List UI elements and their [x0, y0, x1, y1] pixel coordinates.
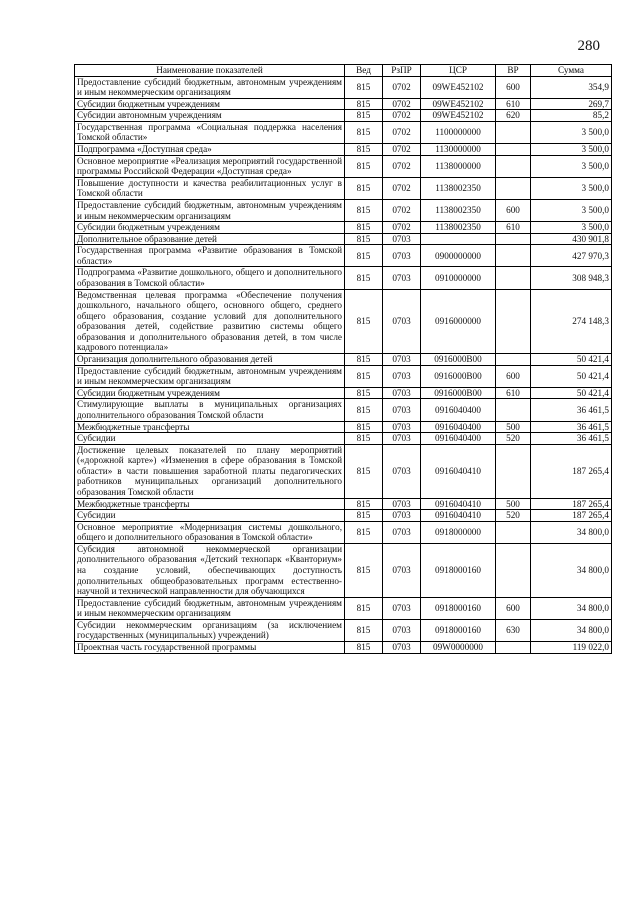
table-row: [75, 267, 612, 289]
row-name: Субсидии бюджетным учреждениям: [75, 222, 345, 234]
table-row: [75, 98, 612, 110]
row-vr: [496, 245, 531, 267]
row-sum: 34 800,0: [531, 543, 612, 597]
row-name: Субсидии: [75, 433, 345, 445]
row-csr: 0916040410: [421, 444, 496, 498]
row-name: Предоставление субсидий бюджетным, автономным учреждениям и иным некоммерческим организациям: [75, 76, 345, 98]
row-vr: [496, 289, 531, 353]
row-csr: 0916040410: [421, 510, 496, 522]
table-row: [75, 245, 612, 267]
row-name: Субсидии автономным учреждениям: [75, 110, 345, 122]
row-ved: 815: [345, 521, 383, 543]
row-rzpr: 0703: [383, 267, 421, 289]
row-ved: 815: [345, 421, 383, 433]
row-vr: 600: [496, 76, 531, 98]
page-number: 280: [577, 38, 600, 54]
row-rzpr: 0702: [383, 177, 421, 199]
row-vr: 600: [496, 597, 531, 619]
table-row: [75, 543, 612, 597]
table-row: [75, 498, 612, 510]
row-vr: 600: [496, 199, 531, 221]
row-csr: 0918000160: [421, 543, 496, 597]
row-csr: 0916040400: [421, 399, 496, 421]
row-rzpr: 0703: [383, 289, 421, 353]
row-sum: 34 800,0: [531, 597, 612, 619]
table-row: [75, 433, 612, 445]
table-row: [75, 121, 612, 143]
row-name: Предоставление субсидий бюджетным, автономным учреждениям и иным некоммерческим организациям: [75, 199, 345, 221]
row-name: Межбюджетные трансферты: [75, 498, 345, 510]
row-ved: 815: [345, 289, 383, 353]
row-sum: 187 265,4: [531, 444, 612, 498]
row-name: Повышение доступности и качества реабилитационных услуг в Томской области: [75, 177, 345, 199]
row-ved: 815: [345, 510, 383, 522]
row-rzpr: 0702: [383, 199, 421, 221]
header-name: Наименование показателей: [75, 65, 345, 77]
row-csr: 0910000000: [421, 267, 496, 289]
table-row: [75, 387, 612, 399]
row-rzpr: 0703: [383, 597, 421, 619]
row-name: Дополнительное образование детей: [75, 233, 345, 245]
row-csr: 0916000В00: [421, 365, 496, 387]
row-rzpr: 0703: [383, 642, 421, 654]
row-csr: [421, 233, 496, 245]
row-csr: 0918000000: [421, 521, 496, 543]
row-ved: 815: [345, 433, 383, 445]
row-rzpr: 0703: [383, 543, 421, 597]
row-sum: 3 500,0: [531, 177, 612, 199]
row-name: Подпрограмма «Доступная среда»: [75, 144, 345, 156]
row-rzpr: 0703: [383, 399, 421, 421]
row-vr: 630: [496, 619, 531, 641]
table-row: [75, 510, 612, 522]
table-row: [75, 365, 612, 387]
row-csr: 09WE452102: [421, 110, 496, 122]
row-csr: 1138002350: [421, 177, 496, 199]
row-name: Государственная программа «Развитие образования в Томской области»: [75, 245, 345, 267]
row-csr: 1130000000: [421, 144, 496, 156]
row-name: Стимулирующие выплаты в муниципальных организациях дополнительного образования Томской области: [75, 399, 345, 421]
row-name: Субсидия автономной некоммерческой организации дополнительного образования «Детский технопарк «Кванториум» на создание условий, обеспечивающих доступность дополнительных общеобразовательных программ естественно-научной и технической направленности для обучающихся: [75, 543, 345, 597]
table-row: [75, 155, 612, 177]
row-ved: 815: [345, 121, 383, 143]
table-row: [75, 177, 612, 199]
row-ved: 815: [345, 233, 383, 245]
row-name: Государственная программа «Социальная поддержка населения Томской области»: [75, 121, 345, 143]
row-sum: 50 421,4: [531, 354, 612, 366]
row-ved: 815: [345, 444, 383, 498]
row-sum: 36 461,5: [531, 433, 612, 445]
table-row: [75, 222, 612, 234]
row-sum: 430 901,8: [531, 233, 612, 245]
row-name: Субсидии бюджетным учреждениям: [75, 98, 345, 110]
header-csr: ЦСР: [421, 65, 496, 77]
row-vr: [496, 444, 531, 498]
row-vr: 620: [496, 110, 531, 122]
row-vr: [496, 155, 531, 177]
row-sum: 36 461,5: [531, 421, 612, 433]
table-row: [75, 76, 612, 98]
row-ved: 815: [345, 387, 383, 399]
row-rzpr: 0703: [383, 510, 421, 522]
row-csr: 09W0000000: [421, 642, 496, 654]
row-sum: 3 500,0: [531, 222, 612, 234]
row-rzpr: 0703: [383, 233, 421, 245]
row-vr: [496, 543, 531, 597]
row-ved: 815: [345, 642, 383, 654]
row-csr: 0916040410: [421, 498, 496, 510]
row-vr: [496, 399, 531, 421]
row-ved: 815: [345, 354, 383, 366]
row-csr: 09WE452102: [421, 76, 496, 98]
row-sum: 308 948,3: [531, 267, 612, 289]
row-rzpr: 0703: [383, 354, 421, 366]
row-csr: 0916040400: [421, 421, 496, 433]
row-csr: 1100000000: [421, 121, 496, 143]
table-row: [75, 144, 612, 156]
row-csr: 0918000160: [421, 619, 496, 641]
table-row: [75, 619, 612, 641]
row-rzpr: 0702: [383, 110, 421, 122]
row-sum: 3 500,0: [531, 155, 612, 177]
row-rzpr: 0703: [383, 444, 421, 498]
row-ved: 815: [345, 222, 383, 234]
table-row: [75, 354, 612, 366]
row-vr: [496, 267, 531, 289]
header-rzpr: РзПР: [383, 65, 421, 77]
row-ved: 815: [345, 597, 383, 619]
row-csr: 1138002350: [421, 222, 496, 234]
row-csr: 0916000В00: [421, 387, 496, 399]
table-header-row: [75, 65, 612, 77]
table-row: [75, 399, 612, 421]
row-ved: 815: [345, 155, 383, 177]
table-row: [75, 521, 612, 543]
row-ved: 815: [345, 619, 383, 641]
row-rzpr: 0703: [383, 387, 421, 399]
row-vr: 610: [496, 98, 531, 110]
row-rzpr: 0702: [383, 98, 421, 110]
row-csr: 0916000000: [421, 289, 496, 353]
row-name: Предоставление субсидий бюджетным, автономным учреждениям и иным некоммерческим организациям: [75, 365, 345, 387]
table-row: [75, 289, 612, 353]
row-sum: 269,7: [531, 98, 612, 110]
row-name: Межбюджетные трансферты: [75, 421, 345, 433]
row-sum: 427 970,3: [531, 245, 612, 267]
header-ved: Вед: [345, 65, 383, 77]
header-vr: ВР: [496, 65, 531, 77]
row-sum: 187 265,4: [531, 498, 612, 510]
row-rzpr: 0703: [383, 245, 421, 267]
row-csr: 1138002350: [421, 199, 496, 221]
row-vr: [496, 642, 531, 654]
row-rzpr: 0702: [383, 155, 421, 177]
row-rzpr: 0703: [383, 521, 421, 543]
table-row: [75, 199, 612, 221]
row-name: Предоставление субсидий бюджетным, автономным учреждениям и иным некоммерческим организациям: [75, 597, 345, 619]
row-sum: 119 022,0: [531, 642, 612, 654]
row-csr: 0918000160: [421, 597, 496, 619]
row-rzpr: 0702: [383, 76, 421, 98]
row-sum: 50 421,4: [531, 387, 612, 399]
row-rzpr: 0702: [383, 121, 421, 143]
row-rzpr: 0703: [383, 498, 421, 510]
row-vr: 610: [496, 222, 531, 234]
row-ved: 815: [345, 365, 383, 387]
row-sum: 34 800,0: [531, 619, 612, 641]
row-name: Субсидии бюджетным учреждениям: [75, 387, 345, 399]
row-sum: 34 800,0: [531, 521, 612, 543]
row-rzpr: 0703: [383, 433, 421, 445]
row-ved: 815: [345, 110, 383, 122]
row-name: Ведомственная целевая программа «Обеспечение получения дошкольного, начального общего, основного общего, среднего общего образования, создание условий для дополнительного образования детей, содействие развитию системы общего образования и дополнительного образования детей, в том числе кадрового потенциала»: [75, 289, 345, 353]
table-row: [75, 421, 612, 433]
row-name: Основное мероприятие «Модернизация системы дошкольного, общего и дополнительного образования в Томской области»: [75, 521, 345, 543]
row-ved: 815: [345, 98, 383, 110]
row-rzpr: 0703: [383, 421, 421, 433]
row-sum: 354,9: [531, 76, 612, 98]
row-vr: 520: [496, 433, 531, 445]
row-ved: 815: [345, 76, 383, 98]
row-rzpr: 0702: [383, 144, 421, 156]
table-body: [75, 76, 612, 653]
row-sum: 36 461,5: [531, 399, 612, 421]
table-row: [75, 597, 612, 619]
row-name: Субсидии некоммерческим организациям (за исключением государственных (муниципальных) учреждений): [75, 619, 345, 641]
row-vr: 500: [496, 498, 531, 510]
row-sum: 3 500,0: [531, 144, 612, 156]
row-rzpr: 0703: [383, 619, 421, 641]
row-vr: 520: [496, 510, 531, 522]
row-ved: 815: [345, 144, 383, 156]
row-vr: [496, 521, 531, 543]
row-name: Проектная часть государственной программы: [75, 642, 345, 654]
row-name: Организация дополнительного образования детей: [75, 354, 345, 366]
row-sum: 85,2: [531, 110, 612, 122]
row-ved: 815: [345, 199, 383, 221]
row-ved: 815: [345, 543, 383, 597]
row-vr: [496, 177, 531, 199]
row-ved: 815: [345, 498, 383, 510]
table-row: [75, 110, 612, 122]
row-csr: 09WE452102: [421, 98, 496, 110]
row-vr: 600: [496, 365, 531, 387]
table-row: [75, 642, 612, 654]
row-csr: 1138000000: [421, 155, 496, 177]
row-vr: [496, 121, 531, 143]
row-name: Субсидии: [75, 510, 345, 522]
row-ved: 815: [345, 267, 383, 289]
budget-table: [74, 64, 612, 654]
row-sum: 187 265,4: [531, 510, 612, 522]
row-vr: [496, 233, 531, 245]
row-sum: 3 500,0: [531, 121, 612, 143]
row-name: Достижение целевых показателей по плану мероприятий («дорожной карте») «Изменения в сфере образования в Томской области» в части повышения заработной платы педагогических работников муниципальных организаций дополнительного образования Томской области: [75, 444, 345, 498]
row-ved: 815: [345, 177, 383, 199]
row-csr: 0916040400: [421, 433, 496, 445]
row-vr: 500: [496, 421, 531, 433]
row-ved: 815: [345, 245, 383, 267]
row-name: Основное мероприятие «Реализация мероприятий государственной программы Российской Федерации «Доступная среда»: [75, 155, 345, 177]
row-rzpr: 0702: [383, 222, 421, 234]
row-name: Подпрограмма «Развитие дошкольного, общего и дополнительного образования в Томской области»: [75, 267, 345, 289]
row-csr: 0916000В00: [421, 354, 496, 366]
row-vr: [496, 144, 531, 156]
row-vr: [496, 354, 531, 366]
row-sum: 50 421,4: [531, 365, 612, 387]
header-sum: Сумма: [531, 65, 612, 77]
row-sum: 274 148,3: [531, 289, 612, 353]
table-row: [75, 233, 612, 245]
row-rzpr: 0703: [383, 365, 421, 387]
row-sum: 3 500,0: [531, 199, 612, 221]
table-row: [75, 444, 612, 498]
row-vr: 610: [496, 387, 531, 399]
row-csr: 0900000000: [421, 245, 496, 267]
row-ved: 815: [345, 399, 383, 421]
